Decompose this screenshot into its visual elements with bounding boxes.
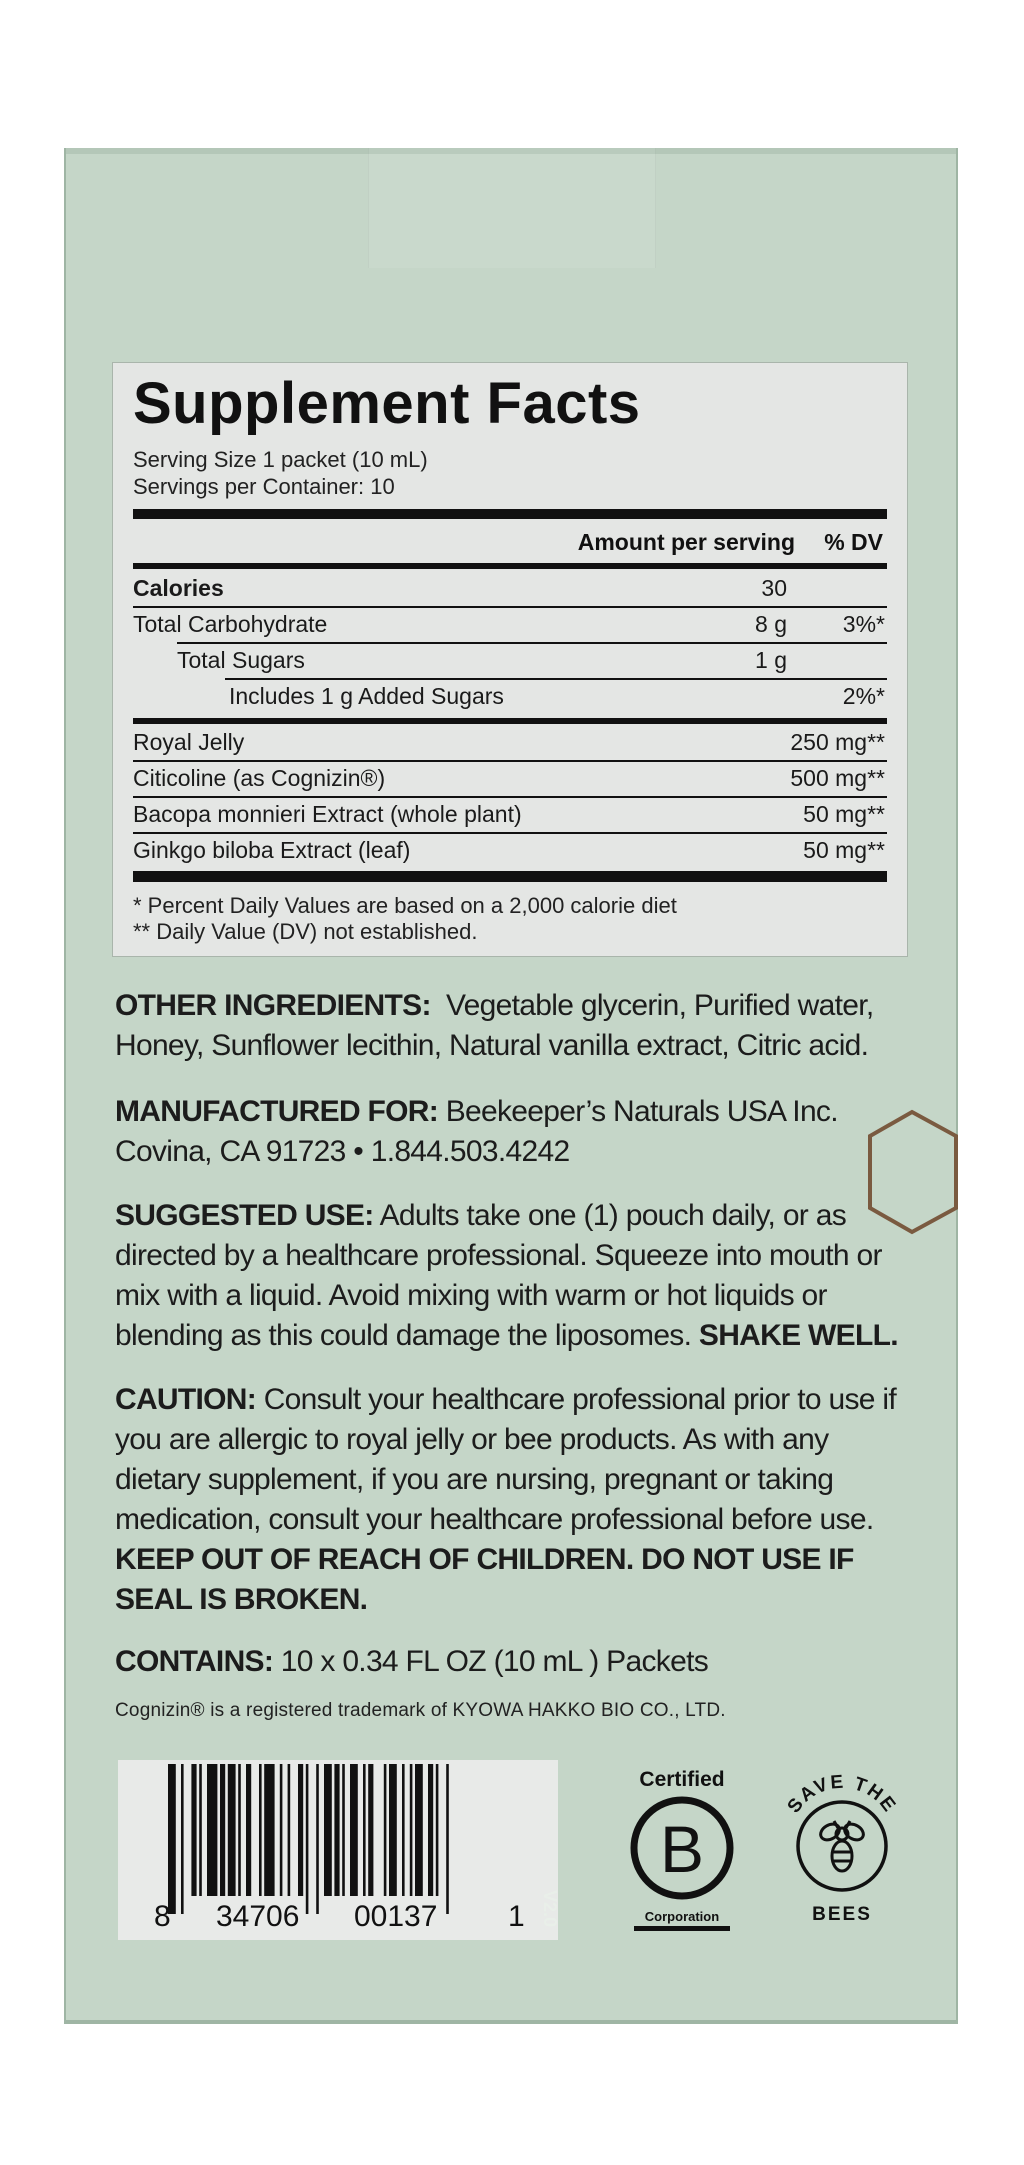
- barcode: [118, 1760, 558, 1940]
- bcorp-logo: [622, 1768, 742, 1938]
- ingredient-row: [133, 725, 887, 761]
- ingredient-row: [133, 833, 887, 869]
- contains-label: CONTAINS:: [115, 1645, 274, 1678]
- ingredient-amount: 50 mg**: [803, 837, 885, 863]
- footnote-dv: * Percent Daily Values are based on a 2,000 calorie diet: [133, 893, 677, 918]
- thick-rule: [133, 509, 887, 519]
- bees-text: BEES: [812, 1904, 872, 1925]
- nutrient-row: [133, 679, 887, 715]
- bee-icon: [818, 1821, 866, 1871]
- nutrient-amount: 8 g: [755, 611, 787, 637]
- barcode-digits-3: 00137: [354, 1900, 438, 1933]
- suggested-use-label: SUGGESTED USE:: [115, 1199, 374, 1232]
- nutrient-row: [133, 643, 887, 679]
- servings-per-container: Servings per Container: 10: [133, 474, 395, 499]
- footnote-not-established: ** Daily Value (DV) not established.: [133, 919, 478, 944]
- manufactured-label: MANUFACTURED FOR:: [115, 1095, 439, 1128]
- bcorp-corporation: Corporation: [644, 1909, 720, 1924]
- barcode-icon: [118, 1760, 558, 1940]
- nutrient-amount: 1 g: [755, 647, 787, 673]
- nutrient-name: Includes 1 g Added Sugars: [229, 683, 504, 709]
- nutrient-amount: 30: [761, 575, 787, 601]
- nutrient-dv: 2%*: [842, 683, 885, 709]
- ingredient-amount: 50 mg**: [803, 801, 885, 827]
- header-amount: Amount per serving: [577, 529, 795, 555]
- contains: [115, 1642, 915, 1682]
- bcorp-certified: Certified: [639, 1768, 725, 1791]
- manufactured-address: Covina, CA 91723 • 1.844.503.4242: [115, 1135, 570, 1168]
- nutrient-name: Total Carbohydrate: [133, 611, 328, 637]
- other-ingredients-label: OTHER INGREDIENTS:: [115, 989, 431, 1022]
- ingredient-name: Ginkgo biloba Extract (leaf): [133, 837, 411, 863]
- medium-rule: [133, 718, 887, 724]
- manufactured-for: [115, 1092, 915, 1172]
- trademark-notice: Cognizin® is a registered trademark of KYOWA HAKKO BIO CO., LTD.: [115, 1700, 726, 1721]
- manufactured-text: Beekeeper’s Naturals USA Inc.: [445, 1095, 838, 1128]
- nutrient-dv: 3%*: [842, 611, 885, 637]
- bcorp-letter: B: [659, 1812, 705, 1886]
- ingredient-row: [133, 761, 887, 797]
- nutrient-name: Total Sugars: [177, 647, 305, 673]
- barcode-digit-4: 1: [508, 1900, 525, 1933]
- ingredient-row: [133, 797, 887, 833]
- supplement-facts-panel: [112, 362, 908, 957]
- other-ingredients-text: Vegetable glycerin, Purified water, Honey, Sunflower lecithin, Natural vanilla extract, Citric acid.: [115, 989, 874, 1062]
- ingredient-name: Citicoline (as Cognizin®): [133, 765, 386, 791]
- ingredient-name: Royal Jelly: [133, 729, 245, 755]
- version-label: V2.0: [540, 1890, 560, 1928]
- ingredient-amount: 500 mg**: [790, 765, 885, 791]
- save-the-bees-logo: [770, 1762, 910, 1932]
- caution-text: Consult your healthcare professional prior to use if you are allergic to royal jelly or bee products. As with any dietary supplement, if you are nursing, pregnant or taking medication, consult your healthcare professional before use.: [115, 1383, 896, 1536]
- header-dv: % DV: [824, 529, 883, 555]
- nutrient-row: [133, 607, 887, 643]
- ingredient-name: Bacopa monnieri Extract (whole plant): [133, 801, 522, 827]
- nutrient-row: [133, 571, 887, 607]
- barcode-digit-1: 8: [154, 1900, 171, 1933]
- ingredient-amount: 250 mg**: [790, 729, 885, 755]
- suggested-use-text: Adults take one (1) pouch daily, or as directed by a healthcare professional. Squeeze into mouth or mix with a liquid. Avoid mixing with warm or hot liquids or blending as this could damage the liposomes.: [115, 1199, 882, 1352]
- nutrient-name: Calories: [133, 575, 224, 601]
- hexagon-icon: [868, 1108, 958, 1238]
- suggested-use-emphasis: SHAKE WELL.: [698, 1319, 898, 1352]
- save-the-text: SAVE THE: [783, 1771, 901, 1818]
- thick-rule: [133, 871, 887, 882]
- other-ingredients: [115, 986, 915, 1066]
- medium-rule: [133, 563, 887, 569]
- caution-emphasis: KEEP OUT OF REACH OF CHILDREN. DO NOT USE IF SEAL IS BROKEN.: [115, 1543, 854, 1616]
- caution-label: CAUTION:: [115, 1383, 257, 1416]
- barcode-digits-2: 34706: [216, 1900, 300, 1933]
- caution: [115, 1380, 905, 1620]
- serving-size: Serving Size 1 packet (10 mL): [133, 447, 428, 472]
- bcorp-circle-icon: [622, 1792, 742, 1904]
- bcorp-underline: [634, 1926, 730, 1931]
- package-flap: [368, 148, 656, 268]
- contains-text: 10 x 0.34 FL OZ (10 mL ) Packets: [280, 1645, 709, 1678]
- suggested-use: [115, 1196, 905, 1356]
- svg-text:SAVE THE: [784, 1772, 901, 1818]
- facts-title: Supplement Facts: [133, 371, 641, 436]
